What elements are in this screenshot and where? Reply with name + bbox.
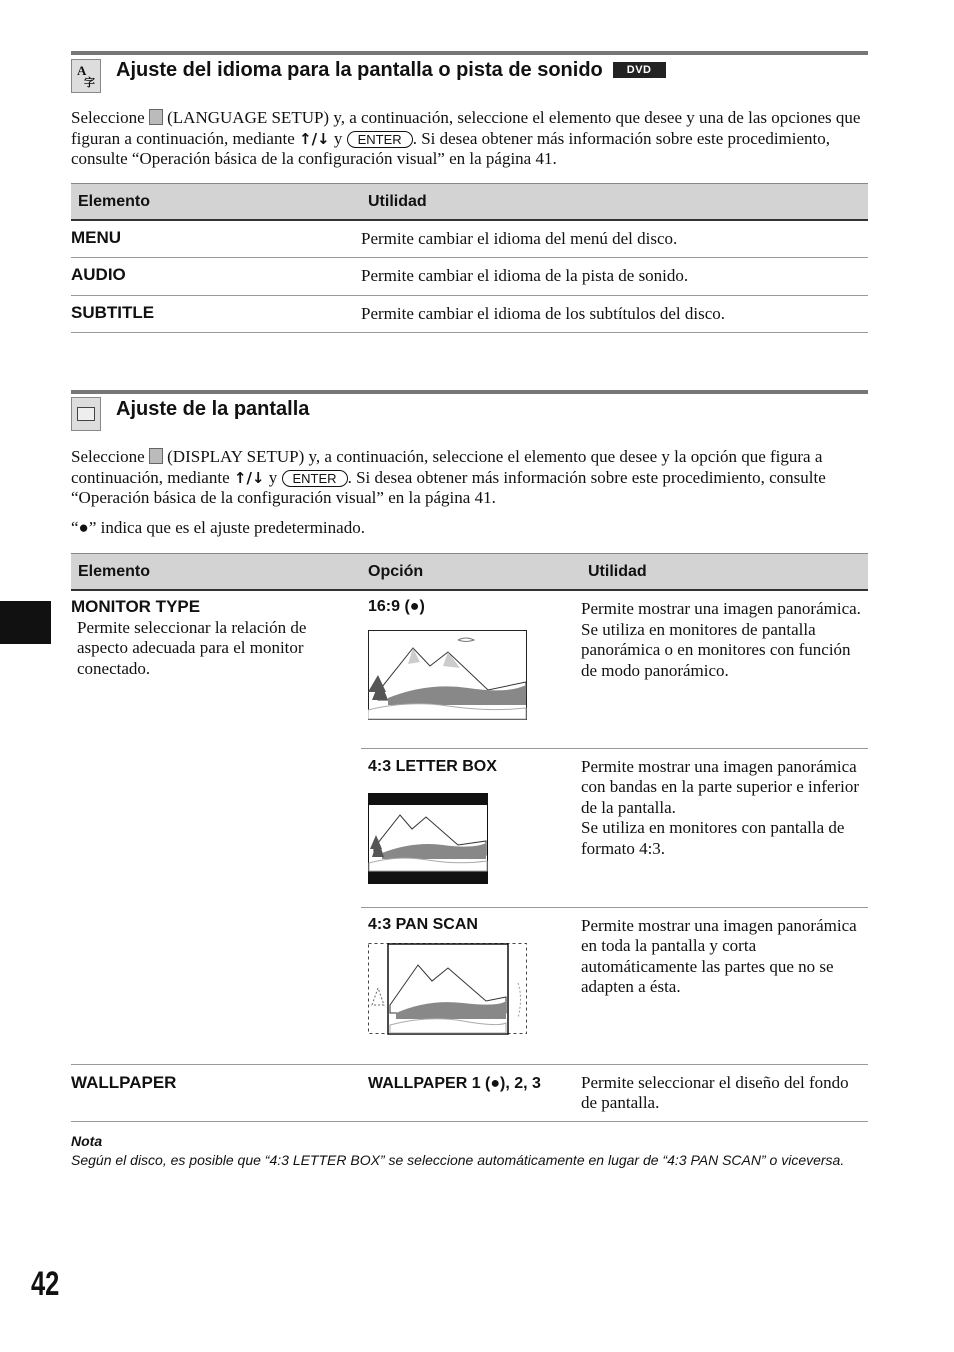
option-label: 4:3 LETTER BOX xyxy=(368,757,497,775)
language-setup-icon xyxy=(149,109,163,125)
section-title: Ajuste de la pantalla xyxy=(116,398,310,420)
item-desc: Permite cambiar el idioma del menú del disco. xyxy=(361,229,678,248)
option-desc: Permite mostrar una imagen panorámica. Se utiliza en monitores de pantalla panorámica o en monitores con función de modo panorámico. xyxy=(581,599,861,680)
table-row xyxy=(71,220,868,257)
item-desc: Permite cambiar el idioma de los subtítulos del disco. xyxy=(361,303,726,323)
dvd-badge: DVD xyxy=(613,62,666,78)
intro-paragraph: Seleccione (LANGUAGE SETUP) y, a continuación, seleccione el elemento que desee y una de las opciones que figuran a continuación, mediante ↑/↓ y ENTER . Si desea obtener más información sobre este procedimiento, consulte “Operación básica de la configuración visual” en la página 41. xyxy=(71,108,861,168)
table-row xyxy=(71,295,868,332)
language-table xyxy=(71,183,868,333)
up-down-arrows-icon: ↑/↓ xyxy=(233,468,265,487)
display-setup-icon xyxy=(71,397,101,431)
default-note: “●” indica que es el ajuste predeterminado. xyxy=(71,518,365,537)
item-desc: Permite seleccionar la relación de aspecto adecuada para el monitor conectado. xyxy=(77,617,307,678)
up-down-arrows-icon: ↑/↓ xyxy=(299,129,330,148)
item-name: AUDIO xyxy=(71,264,126,284)
col-header: Elemento xyxy=(71,184,361,221)
language-setup-icon: A 字 xyxy=(71,59,101,93)
table-row xyxy=(71,257,868,295)
option-label: 4:3 PAN SCAN xyxy=(368,915,478,933)
option-label: 16:9 (●) xyxy=(368,598,425,615)
note-text: Según el disco, es posible que “4:3 LETTER BOX” se seleccione automáticamente en lugar de “4:3 PAN SCAN” o viceversa. xyxy=(71,1152,845,1168)
section-title: Ajuste del idioma para la pantalla o pista de sonido DVD xyxy=(116,59,666,82)
option-label: WALLPAPER 1 (●), 2, 3 xyxy=(368,1074,541,1092)
item-desc: Permite cambiar el idioma de la pista de sonido. xyxy=(361,265,689,285)
landscape-illustration xyxy=(368,793,581,884)
page-number: 42 xyxy=(31,1265,60,1303)
option-desc: Permite mostrar una imagen panorámica en toda la pantalla y corta automáticamente las partes que no se adapten a ésta. xyxy=(581,915,857,996)
landscape-illustration xyxy=(368,943,581,1035)
section-rule xyxy=(71,51,868,55)
enter-button-icon: ENTER xyxy=(347,131,413,148)
col-header: Utilidad xyxy=(361,184,868,221)
display-setup-icon xyxy=(149,448,163,464)
item-name: MONITOR TYPE xyxy=(71,597,201,616)
item-name: MENU xyxy=(71,228,122,247)
col-header: Opción xyxy=(361,554,581,591)
table-row xyxy=(71,590,868,748)
landscape-illustration xyxy=(368,630,581,720)
item-name: SUBTITLE xyxy=(71,302,155,322)
display-table xyxy=(71,553,868,1122)
option-desc: Permite seleccionar el diseño del fondo de pantalla. xyxy=(581,1072,849,1112)
intro-paragraph: Seleccione (DISPLAY SETUP) y, a continuación, seleccione el elemento que desee y la opción que figura a continuación, mediante ↑/↓ y ENTER . Si desea obtener más información sobre este procedimiento, consulte “Operación básica de la configuración visual” en la página 41. xyxy=(71,447,826,507)
col-header: Utilidad xyxy=(581,554,868,591)
section-rule xyxy=(71,390,868,394)
side-tab-marker xyxy=(0,601,51,644)
item-name: WALLPAPER xyxy=(71,1072,177,1092)
col-header: Elemento xyxy=(71,554,361,591)
table-row xyxy=(71,1064,868,1121)
option-desc: Permite mostrar una imagen panorámica con bandas en la parte superior e inferior de la pantalla. Se utiliza en monitores con pantalla de formato 4:3. xyxy=(581,756,860,858)
enter-button-icon: ENTER xyxy=(282,470,348,487)
note-title: Nota xyxy=(71,1133,103,1149)
